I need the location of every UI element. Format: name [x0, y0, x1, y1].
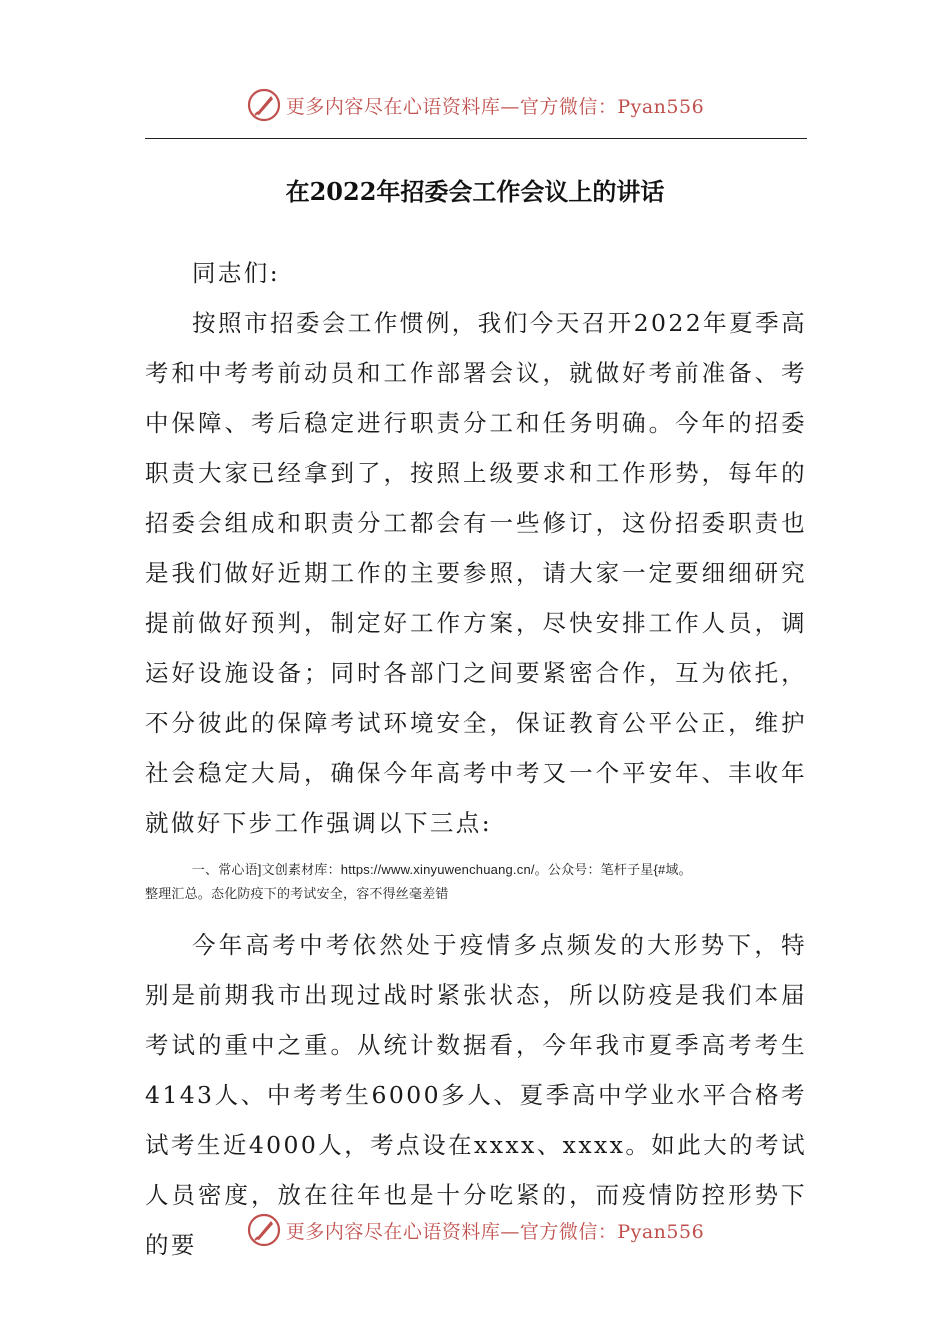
note-line-1: 一、常心语]文创素材库：https://www.xinyuwenchuang.cn/。公众号：笔杆子星{#域。 — [191, 862, 692, 877]
header-divider — [145, 138, 807, 139]
header-banner-text: 更多内容尽在心语资料库—官方微信：Pyan556 — [285, 95, 705, 118]
quill-pen-logo-icon — [246, 87, 282, 123]
document-body — [145, 248, 807, 1270]
greeting: 同志们: — [192, 259, 281, 287]
document-title: 在2022年招委会工作会议上的讲话 — [285, 177, 665, 206]
section-heading-note — [145, 858, 807, 906]
paragraph-1: 按照市招委会工作惯例，我们今天召开2022年夏季高考和中考考前动员和工作部署会议，就做好考前准备、考中保障、考后稳定进行职责分工和任务明确。今年的招委职责大家已经拿到了，按照上级要求和工作形势，每年的招委会组成和职责分工都会有一些修订，这份招委职责也是我们做好近期工作的主要参照，请大家一定要细细研究提前做好预判，制定好工作方案，尽快安排工作人员，调运好设施设备；同时各部门之间要紧密合作，互为依托，不分彼此的保障考试环境安全，保证教育公平公正，维护社会稳定大局，确保今年高考中考又一个平安年、丰收年就做好下步工作强调以下三点: — [145, 309, 807, 837]
footer-banner-text: 更多内容尽在心语资料库—官方微信：Pyan556 — [285, 1220, 705, 1243]
paragraph-2: 今年高考中考依然处于疫情多点频发的大形势下，特别是前期我市出现过战时紧张状态，所以防疫是我们本届考试的重中之重。从统计数据看，今年我市夏季高考考生4143人、中考考生6000多人、夏季高中学业水平合格考试考生近4000人，考点设在xxxx、xxxx。如此大的考试人员密度，放在往年也是十分吃紧的，而疫情防控形势下的要 — [145, 931, 807, 1259]
header-banner — [0, 80, 950, 130]
note-line-2: 整理汇总。态化防疫下的考试安全，容不得丝毫差错 — [145, 886, 449, 901]
quill-pen-logo-icon — [246, 1212, 282, 1248]
footer-banner — [0, 1205, 950, 1255]
